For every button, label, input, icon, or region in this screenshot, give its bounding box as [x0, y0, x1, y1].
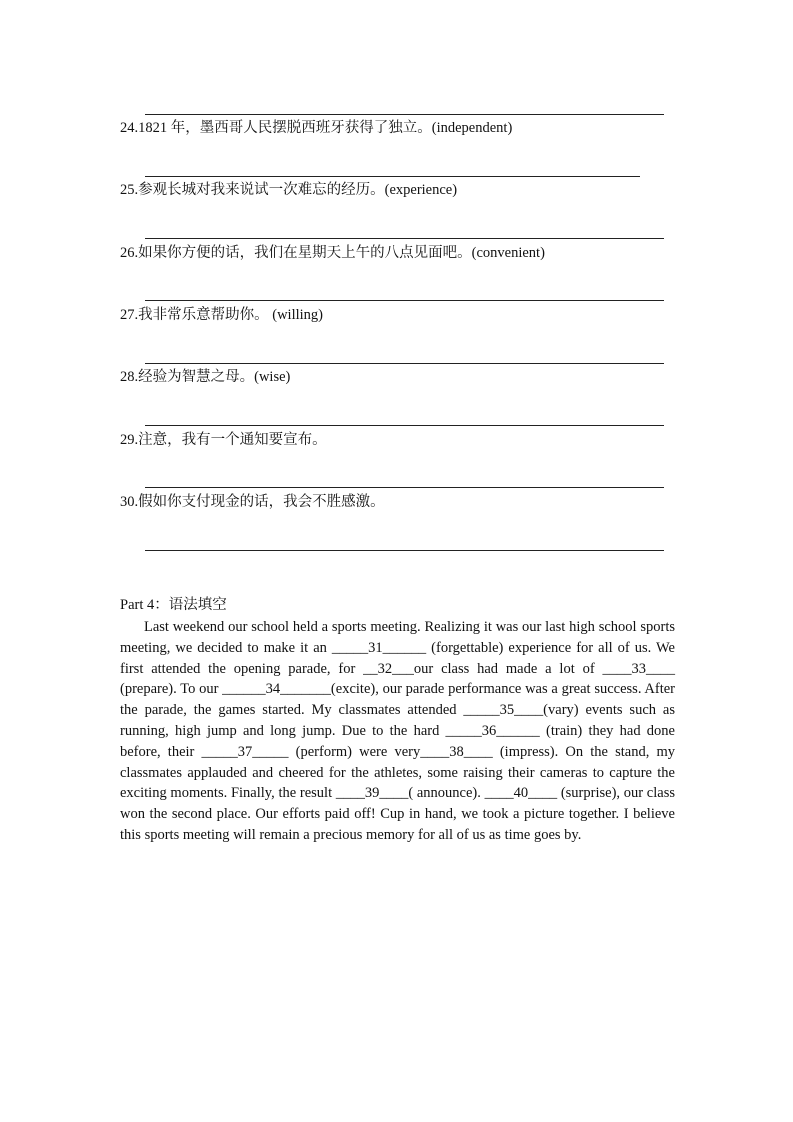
- question-25: [120, 181, 457, 199]
- passage-text: Last weekend our school held a sports meeting. Realizing it was our last high school sports meeting, we decided to make it an _____31______ (forgettable) experience for all of us. We first attended the opening parade, for __32___our class had made a lot of ____33____ (prepare). To our ______34_______(excite), our parade performance was a great success. After the parade, the games started. My classmates attended _____35____(vary) events such as running, high jump and long jump. Due to the hard _____36______ (train) they had done before, their _____37_____ (perform) were very____38____ (impress). On the stand, my classmates applauded and cheered for the athletes, some raising their cameras to capture the exciting moments. Finally, the result ____39____( announce). ____40____ (surprise), our class won the second place. Our efforts paid off! Cup in hand, we took a picture together. I believe this sports meeting will remain a precious memory for all of us as time goes by.: [120, 619, 675, 843]
- answer-line: [145, 114, 664, 115]
- question-text: 我非常乐意帮助你。 (willing): [138, 307, 323, 323]
- question-text: 假如你支付现金的话，我会不胜感激。: [138, 494, 385, 510]
- section-title: Part 4：语法填空: [120, 597, 227, 613]
- passage: [120, 617, 675, 846]
- question-number: 28.: [120, 369, 139, 385]
- question-24: [120, 119, 512, 137]
- question-26: [120, 244, 545, 262]
- question-27: [120, 306, 323, 324]
- question-number: 29.: [120, 432, 139, 448]
- question-text: 1821 年，墨西哥人民摆脱西班牙获得了独立。(independent): [138, 120, 513, 136]
- answer-line: [145, 425, 664, 426]
- answer-line: [145, 176, 640, 177]
- question-28: [120, 368, 290, 386]
- question-30: [120, 493, 385, 511]
- question-number: 26.: [120, 245, 139, 261]
- question-text: 参观长城对我来说试一次难忘的经历。(experience): [138, 182, 458, 198]
- question-number: 30.: [120, 494, 139, 510]
- question-number: 25.: [120, 182, 139, 198]
- answer-line: [145, 238, 664, 239]
- answer-line: [145, 550, 664, 551]
- question-29: [120, 431, 327, 449]
- answer-line: [145, 487, 664, 488]
- question-number: 24.: [120, 120, 139, 136]
- question-text: 如果你方便的话，我们在星期天上午的八点见面吧。(convenient): [138, 245, 545, 261]
- question-text: 注意，我有一个通知要宣布。: [138, 432, 327, 448]
- answer-line: [145, 363, 664, 364]
- question-number: 27.: [120, 307, 139, 323]
- answer-line: [145, 300, 664, 301]
- question-text: 经验为智慧之母。(wise): [138, 369, 291, 385]
